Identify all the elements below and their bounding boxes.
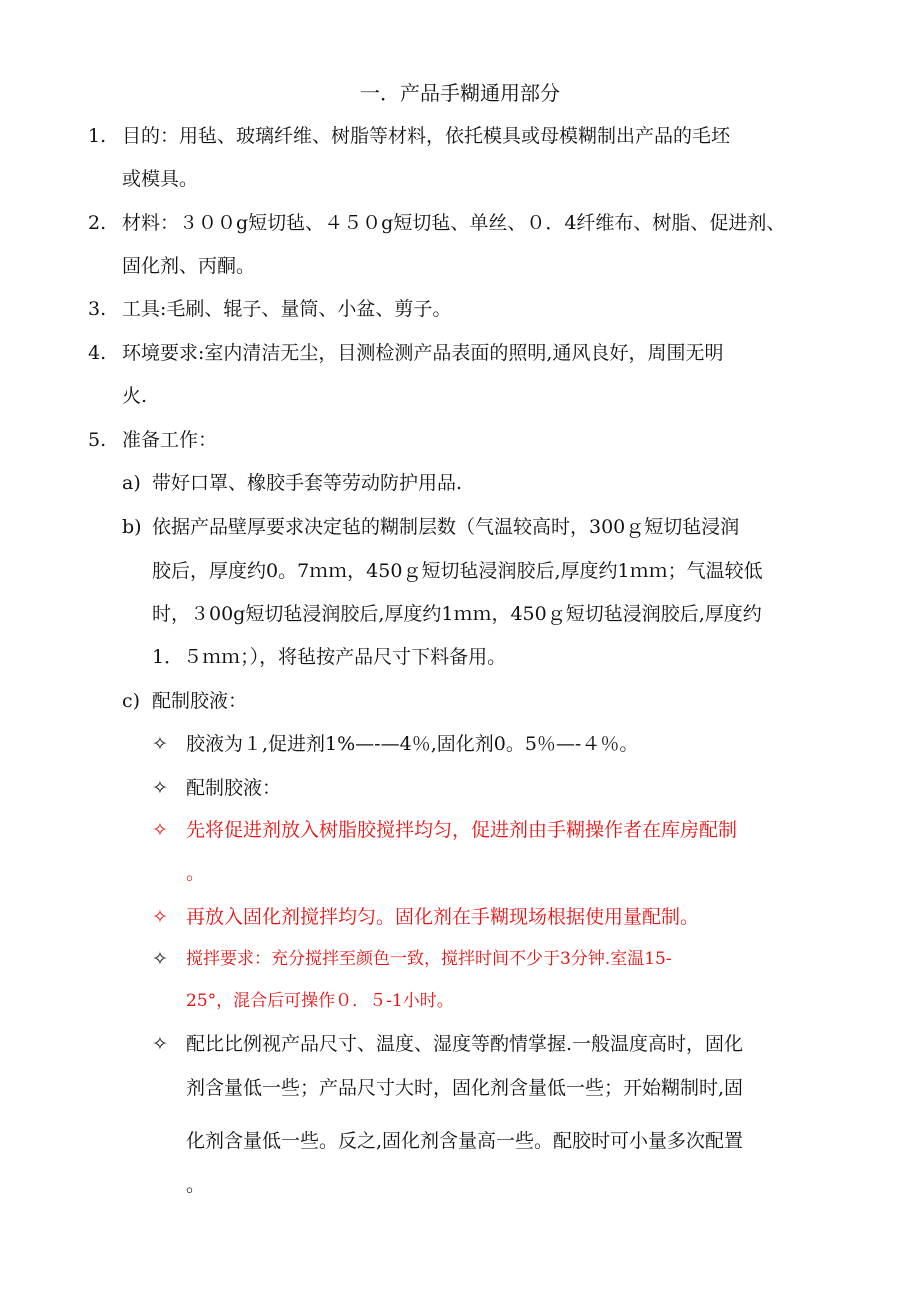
item-text: 火. bbox=[122, 385, 148, 407]
bullet-text: 搅拌要求：充分搅拌至颜色一致，搅拌时间不少于3分钟.室温15- bbox=[186, 949, 672, 969]
bullet-text: 先将促进剂放入树脂胶搅拌均匀，促进剂由手糊操作者在库房配制 bbox=[186, 819, 738, 841]
item-text: 环境要求:室内清洁无尘，目测检测产品表面的照明,通风良好，周围无明 bbox=[122, 342, 724, 364]
bullet-text: 胶液为１,促进剂1%—-—4％,固化剂0。5％—-４％。 bbox=[186, 733, 639, 755]
sparkle-bullet-icon: ✧ bbox=[152, 1033, 168, 1055]
subitem-text: 配制胶液： bbox=[152, 690, 248, 712]
bullet-text: 25°，混合后可操作０．５-1小时。 bbox=[186, 991, 454, 1011]
bullet-text: 化剂含量低一些。反之,固化剂含量高一些。配胶时可小量多次配置 bbox=[186, 1130, 744, 1152]
sparkle-bullet-icon: ✧ bbox=[152, 948, 168, 970]
item-number: 5. bbox=[88, 429, 107, 451]
item-number: 4. bbox=[88, 342, 107, 364]
sparkle-bullet-icon: ✧ bbox=[152, 777, 168, 799]
section-title: 一．产品手糊通用部分 bbox=[360, 81, 560, 105]
item-number: 1. bbox=[88, 125, 107, 147]
bullet-text: 。 bbox=[186, 862, 206, 884]
item-text: 准备工作： bbox=[122, 429, 218, 451]
subitem-text: 1．５ｍｍ；），将毡按产品尺寸下料备用。 bbox=[152, 646, 507, 668]
subitem-text: 时，３00g短切毡浸润胶后,厚度约1ｍｍ，450ｇ短切毡浸润胶后,厚度约 bbox=[152, 603, 762, 625]
bullet-text: 配比比例视产品尺寸、温度、湿度等酌情掌握.一般温度高时，固化 bbox=[186, 1033, 744, 1055]
item-number: 2. bbox=[88, 212, 107, 234]
sparkle-bullet-icon: ✧ bbox=[152, 733, 168, 755]
item-text: 工具:毛刷、辊子、量筒、小盆、剪子。 bbox=[122, 298, 452, 320]
item-text: 目的：用毡、玻璃纤维、树脂等材料，依托模具或母模糊制出产品的毛坯 bbox=[122, 125, 731, 147]
bullet-text: 再放入固化剂搅拌均匀。固化剂在手糊现场根据使用量配制。 bbox=[186, 906, 700, 928]
subitem-text: 依据产品壁厚要求决定毡的糊制层数（气温较高时，300ｇ短切毡浸润 bbox=[152, 516, 740, 538]
bullet-text: 。 bbox=[186, 1174, 206, 1196]
subitem-label: c) bbox=[122, 690, 141, 712]
bullet-text: 配制胶液： bbox=[186, 777, 282, 799]
subitem-text: 带好口罩、橡胶手套等劳动防护用品. bbox=[152, 472, 463, 494]
sparkle-bullet-icon: ✧ bbox=[152, 819, 168, 841]
item-text: 材料：３００g短切毡、４５０g短切毡、单丝、０．4纤维布、树脂、促进剂、 bbox=[122, 212, 786, 234]
item-text: 或模具。 bbox=[122, 168, 199, 190]
bullet-text: 剂含量低一些；产品尺寸大时，固化剂含量低一些；开始糊制时,固 bbox=[186, 1077, 744, 1099]
item-number: 3. bbox=[88, 298, 107, 320]
subitem-text: 胶后，厚度约0。7ｍｍ，450ｇ短切毡浸润胶后,厚度约1ｍｍ；气温较低 bbox=[152, 560, 763, 582]
item-text: 固化剂、丙酮。 bbox=[122, 255, 256, 277]
subitem-label: b) bbox=[122, 516, 142, 538]
sparkle-bullet-icon: ✧ bbox=[152, 906, 168, 928]
subitem-label: a) bbox=[122, 472, 141, 494]
